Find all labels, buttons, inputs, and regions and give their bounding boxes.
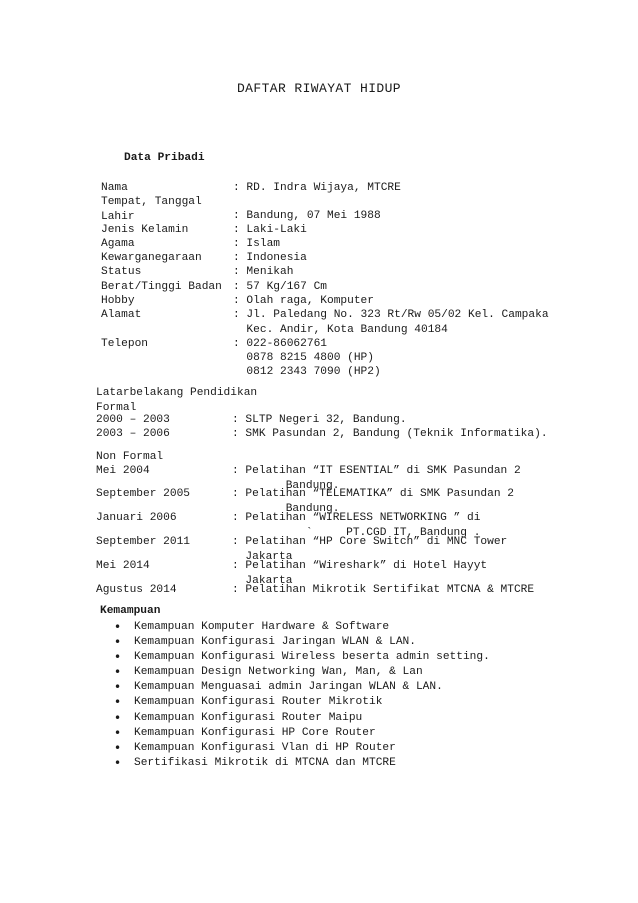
nonformal-period: Mei 2014	[96, 560, 150, 572]
nonformal-desc: : Pelatihan “HP Core Switch” di MNC Tower Jakarta	[232, 536, 508, 563]
nonformal-period: Mei 2004	[96, 465, 150, 477]
label-ttl: Tempat, Tanggal Lahir	[101, 196, 202, 223]
nonformal-desc: : Pelatihan Mikrotik Sertifikat MTCNA & MTCRE	[232, 584, 535, 596]
nonformal-desc: : Pelatihan “TELEMATIKA” di SMK Pasundan 2 Bandung.	[232, 488, 514, 515]
value-nama: : RD. Indra Wijaya, MTCRE	[233, 182, 401, 194]
list-item: • Kemampuan Konfigurasi Vlan di HP Router	[96, 741, 490, 756]
nonformal-desc: : Pelatihan “Wireshark” di Hotel Hayyt Jakarta	[232, 560, 488, 587]
nonformal-period: September 2011	[96, 536, 190, 548]
value-telepon-line3: 0812 2343 7090 (HP2)	[233, 366, 381, 378]
value-jenis-kelamin: : Laki-Laki	[233, 224, 307, 236]
nonformal-period: Agustus 2014	[96, 584, 177, 596]
value-berat-tinggi: : 57 Kg/167 Cm	[233, 281, 327, 293]
list-item: • Kemampuan Design Networking Wan, Man, & Lan	[96, 665, 490, 680]
label-agama: Agama	[101, 238, 135, 250]
value-hobby: : Olah raga, Komputer	[233, 295, 374, 307]
personal-data-heading: Data Pribadi	[124, 152, 205, 164]
list-item: • Kemampuan Komputer Hardware & Software	[96, 620, 490, 635]
document-title: DAFTAR RIWAYAT HIDUP	[236, 81, 402, 96]
label-berat-tinggi: Berat/Tinggi Badan	[101, 281, 222, 293]
value-alamat-line1: : Jl. Paledang No. 323 Rt/Rw 05/02 Kel. Campaka	[233, 309, 549, 321]
list-item: • Kemampuan Konfigurasi Router Mikrotik	[96, 695, 490, 710]
formal-desc: : SLTP Negeri 32, Bandung.	[232, 414, 407, 426]
value-ttl: : Bandung, 07 Mei 1988	[233, 210, 381, 222]
formal-period: 2003 – 2006	[96, 428, 170, 440]
list-item: • Kemampuan Konfigurasi Router Maipu	[96, 711, 490, 726]
list-item: • Kemampuan Konfigurasi Jaringan WLAN & LAN.	[96, 635, 490, 650]
formal-period: 2000 – 2003	[96, 414, 170, 426]
education-heading: Latarbelakang Pendidikan Formal	[96, 387, 258, 414]
nonformal-desc: : Pelatihan “WIRELESS NETWORKING ” di ` PT.CGD IT, Bandung .	[232, 512, 481, 539]
list-item: • Kemampuan Konfigurasi HP Core Router	[96, 726, 490, 741]
label-alamat: Alamat	[101, 309, 142, 321]
list-item: • Sertifikasi Mikrotik di MTCNA dan MTCRE	[96, 756, 490, 771]
skills-list	[96, 620, 490, 771]
value-status: : Menikah	[233, 266, 294, 278]
nonformal-heading: Non Formal	[96, 451, 164, 463]
skills-heading: Kemampuan	[100, 605, 161, 617]
value-kewarganegaraan: : Indonesia	[233, 252, 307, 264]
label-jenis-kelamin: Jenis Kelamin	[101, 224, 189, 236]
label-status: Status	[101, 266, 142, 278]
value-telepon-line1: : 022-86062761	[233, 338, 327, 350]
label-kewarganegaraan: Kewarganegaraan	[101, 252, 202, 264]
formal-desc: : SMK Pasundan 2, Bandung (Teknik Informatika).	[232, 428, 548, 440]
nonformal-desc: : Pelatihan “IT ESENTIAL” di SMK Pasundan 2 Bandung.	[232, 465, 521, 492]
nonformal-period: Januari 2006	[96, 512, 177, 524]
value-telepon-line2: 0878 8215 4800 (HP)	[233, 352, 374, 364]
value-alamat-line2: Kec. Andir, Kota Bandung 40184	[233, 324, 448, 336]
label-hobby: Hobby	[101, 295, 135, 307]
label-telepon: Telepon	[101, 338, 148, 350]
list-item: • Kemampuan Menguasai admin Jaringan WLAN & LAN.	[96, 680, 490, 695]
value-agama: : Islam	[233, 238, 280, 250]
label-nama: Nama	[101, 182, 128, 194]
nonformal-period: September 2005	[96, 488, 190, 500]
list-item: • Kemampuan Konfigurasi Wireless beserta admin setting.	[96, 650, 490, 665]
